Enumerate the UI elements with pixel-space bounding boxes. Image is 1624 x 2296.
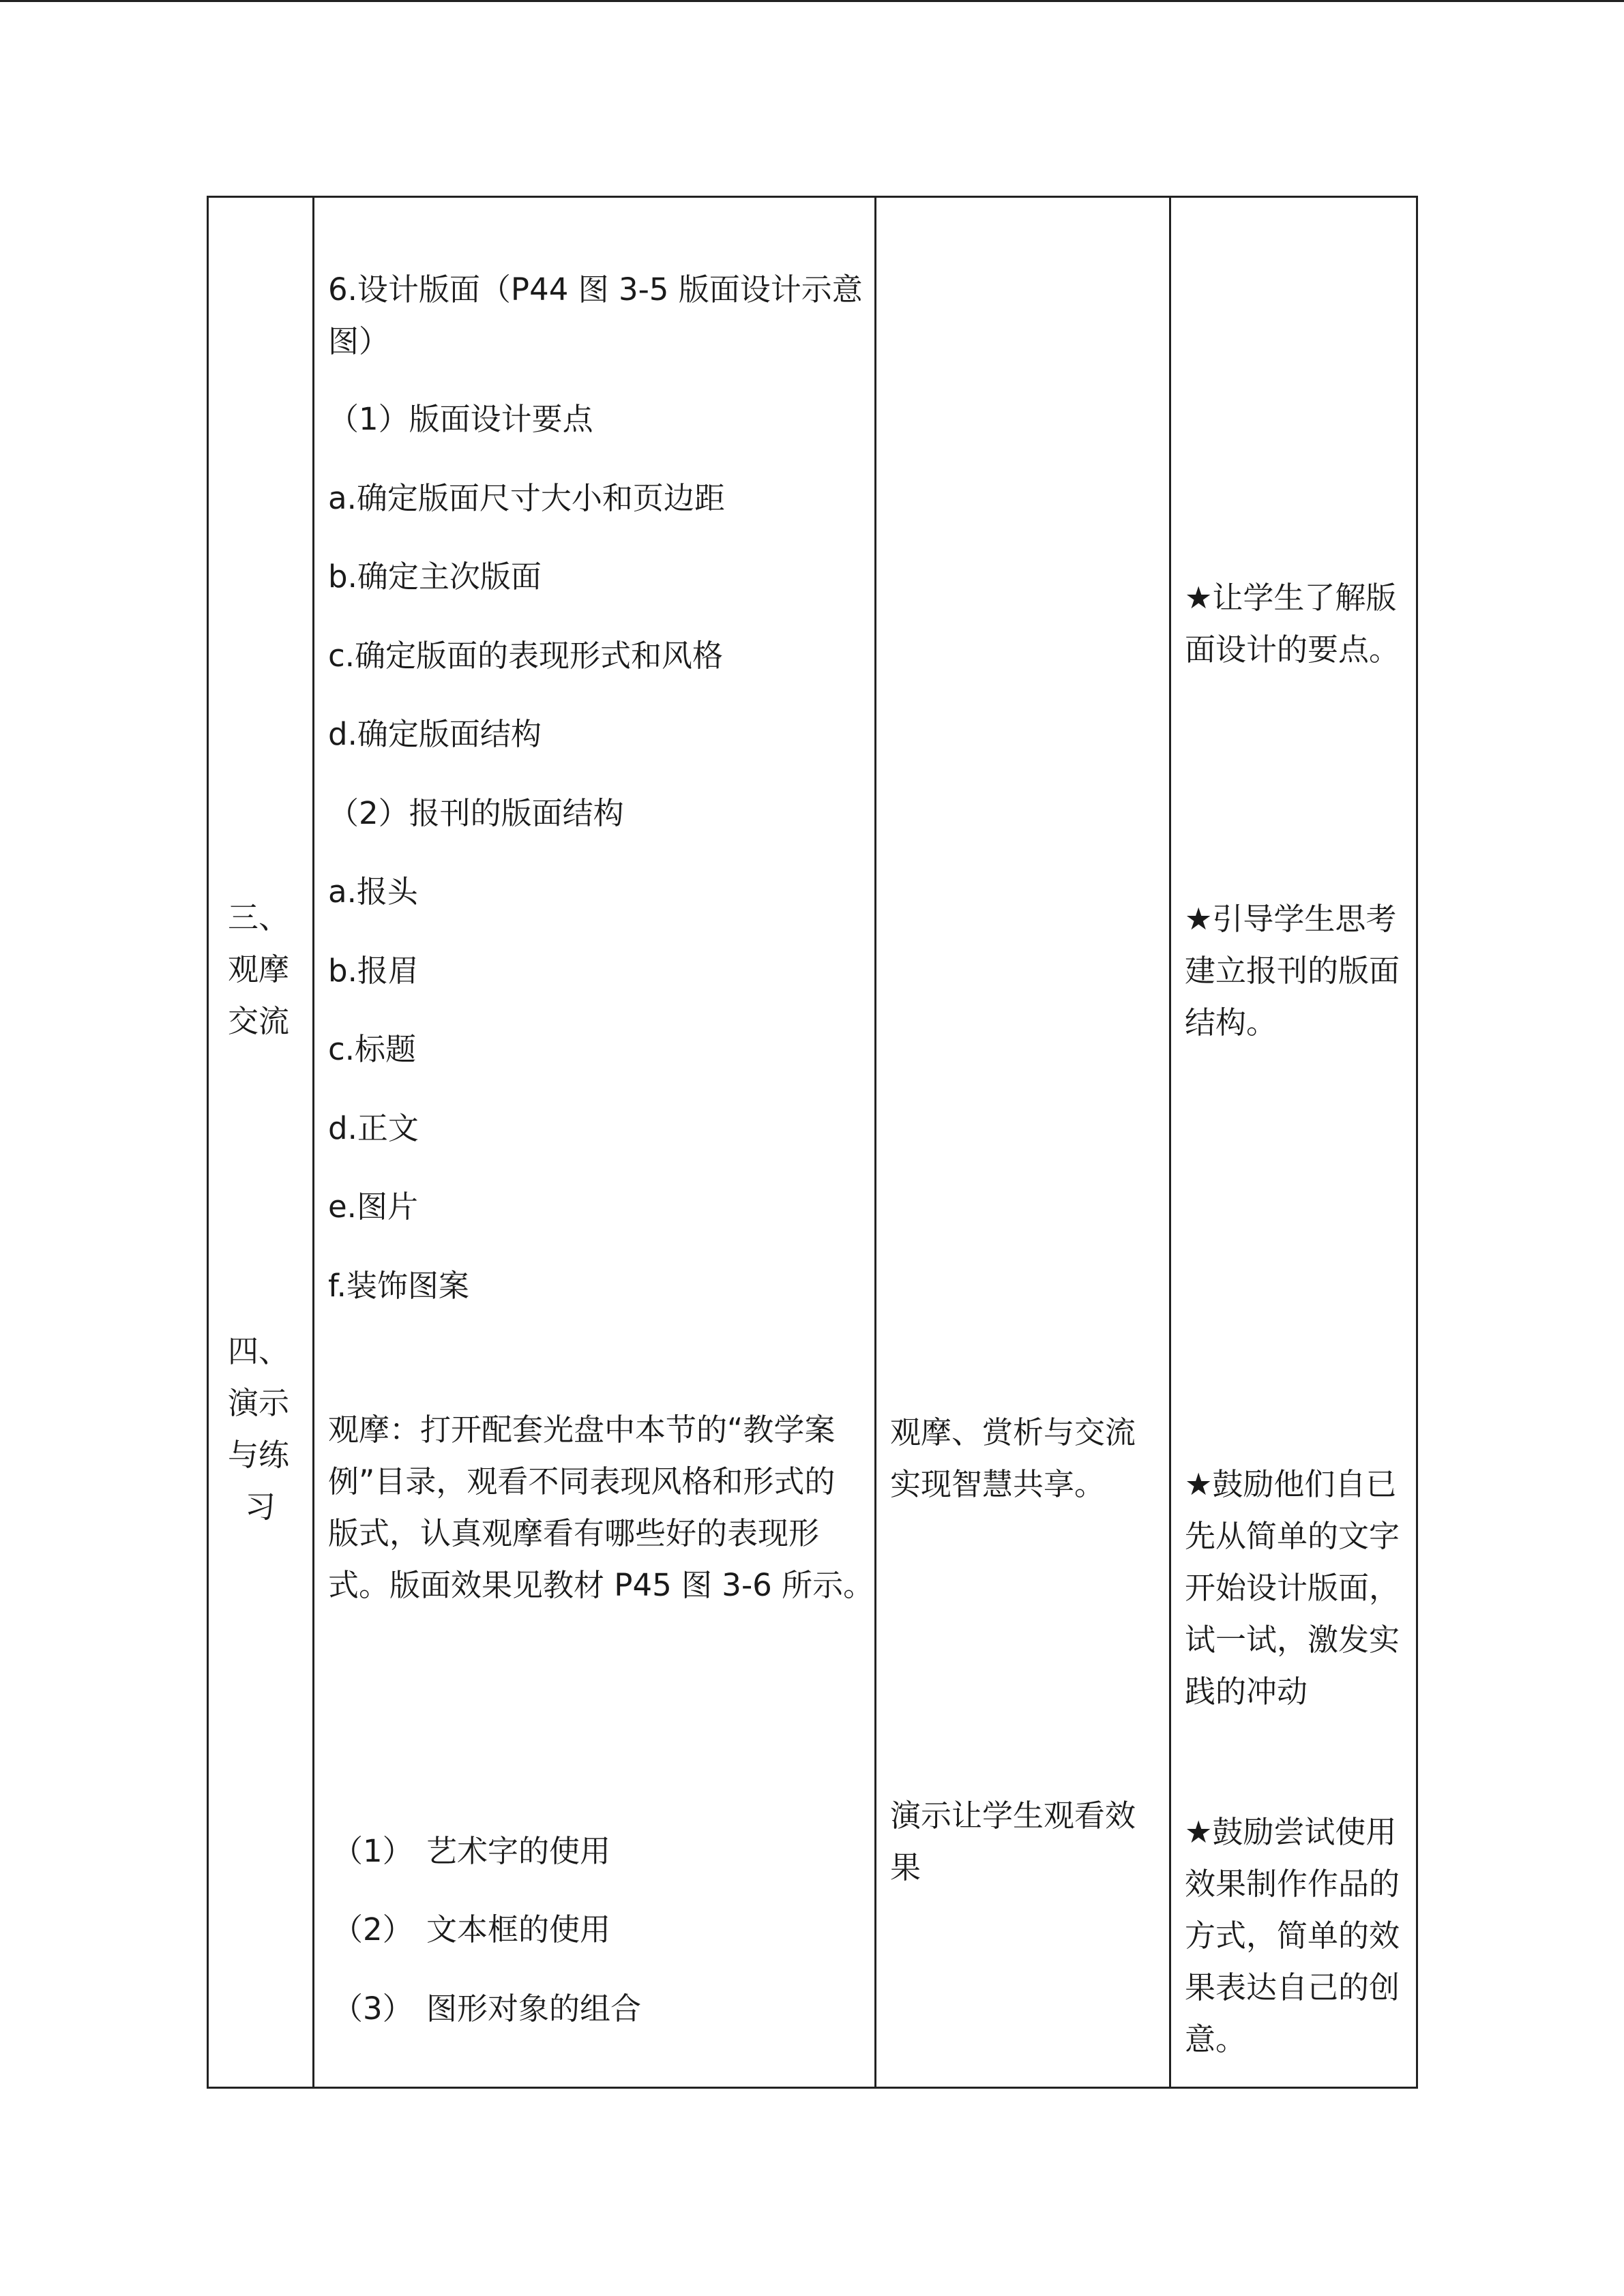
list-item: c.确定版面的表现形式和风格 bbox=[328, 638, 724, 674]
table-top-border bbox=[207, 196, 1418, 198]
col-divider-1 bbox=[312, 196, 314, 2089]
op-number: （3） bbox=[332, 1991, 413, 2027]
intent-note-c bbox=[1185, 1459, 1400, 1718]
op-text: 文本框的使用 bbox=[426, 1911, 611, 1948]
col-divider-2 bbox=[874, 196, 876, 2089]
student-note-line: 演示让学生观看效 bbox=[890, 1798, 1136, 1834]
subsection-2-title: （2）报刊的版面结构 bbox=[328, 795, 624, 831]
stage-three-label bbox=[228, 892, 289, 1047]
intent-note-a bbox=[1185, 572, 1400, 676]
table-bottom-border bbox=[207, 2087, 1418, 2089]
student-observe-note bbox=[890, 1407, 1136, 1510]
student-note-line: 观摩、赏析与交流 bbox=[890, 1414, 1136, 1450]
student-note-line: 果 bbox=[890, 1849, 921, 1885]
intent-line: 建立报刊的版面 bbox=[1185, 953, 1400, 989]
list-item: a.确定版面尺寸大小和页边距 bbox=[328, 480, 725, 516]
list-item: d.正文 bbox=[328, 1110, 419, 1146]
intent-line: ★鼓励他们自已 bbox=[1185, 1466, 1397, 1502]
intent-line: 践的冲动 bbox=[1185, 1673, 1308, 1710]
list-item: a.报头 bbox=[328, 874, 418, 910]
list-item: e.图片 bbox=[328, 1189, 418, 1225]
student-note-line: 实现智慧共享。 bbox=[890, 1466, 1106, 1502]
intent-line: ★让学生了解版 bbox=[1185, 580, 1397, 616]
intent-line: 开始设计版面， bbox=[1185, 1570, 1400, 1606]
list-item: b.报眉 bbox=[328, 953, 419, 989]
intent-line: 试一试，激发实 bbox=[1185, 1622, 1400, 1658]
op-text: 图形对象的组合 bbox=[426, 1991, 642, 2027]
intent-line: 结构。 bbox=[1185, 1004, 1278, 1041]
stage-three-line: 三、 bbox=[228, 899, 290, 936]
list-item: f.装饰图案 bbox=[328, 1268, 469, 1304]
stage-three-line: 观摩 bbox=[228, 951, 290, 987]
intent-line: 面设计的要点。 bbox=[1185, 631, 1400, 668]
section-heading: 6.设计版面（P44 图 3-5 版面设计示意 bbox=[328, 271, 863, 308]
intent-note-b bbox=[1185, 893, 1400, 1049]
stage-four-line: 与练 bbox=[228, 1437, 290, 1473]
intent-line: 效果制作作品的 bbox=[1185, 1866, 1400, 1902]
stage-four-line: 习 bbox=[244, 1489, 276, 1525]
stage-three-line: 交流 bbox=[228, 1003, 290, 1039]
intent-note-d bbox=[1185, 1806, 1400, 2066]
intent-line: 果表达自己的创 bbox=[1185, 1969, 1400, 2006]
section-heading-cont: 图） bbox=[328, 323, 390, 359]
observe-line: 观摩：打开配套光盘中本节的“教学案 bbox=[328, 1412, 836, 1448]
list-item: d.确定版面结构 bbox=[328, 716, 542, 752]
student-demo-note bbox=[890, 1790, 1136, 1894]
table-right-border bbox=[1416, 196, 1418, 2089]
intent-line: 先从简单的文字 bbox=[1185, 1518, 1400, 1554]
op-number: （1） bbox=[332, 1833, 413, 1869]
intent-line: 方式，简单的效 bbox=[1185, 1918, 1400, 1954]
intent-line: 意。 bbox=[1185, 2021, 1247, 2057]
intent-line: ★引导学生思考 bbox=[1185, 901, 1397, 937]
op-text: 艺术字的使用 bbox=[426, 1833, 611, 1869]
page-top-border bbox=[0, 0, 1624, 2]
observe-line: 式。版面效果见教材 P45 图 3-6 所示。 bbox=[328, 1567, 874, 1603]
stage-four-line: 四、 bbox=[228, 1333, 290, 1369]
op-number: （2） bbox=[332, 1911, 413, 1948]
observe-line: 版式，认真观摩看有哪些好的表现形 bbox=[328, 1515, 820, 1551]
stage-four-label bbox=[228, 1326, 293, 1533]
list-item: b.确定主次版面 bbox=[328, 558, 542, 595]
table-left-border bbox=[207, 196, 209, 2089]
intent-line: ★鼓励尝试使用 bbox=[1185, 1814, 1397, 1850]
subsection-1-title: （1）版面设计要点 bbox=[328, 401, 593, 437]
observe-line: 例”目录，观看不同表现风格和形式的 bbox=[328, 1463, 836, 1500]
list-item: c.标题 bbox=[328, 1031, 417, 1067]
observe-paragraph bbox=[328, 1404, 874, 1611]
col-divider-3 bbox=[1169, 196, 1171, 2089]
stage-four-line: 演示 bbox=[228, 1385, 290, 1421]
